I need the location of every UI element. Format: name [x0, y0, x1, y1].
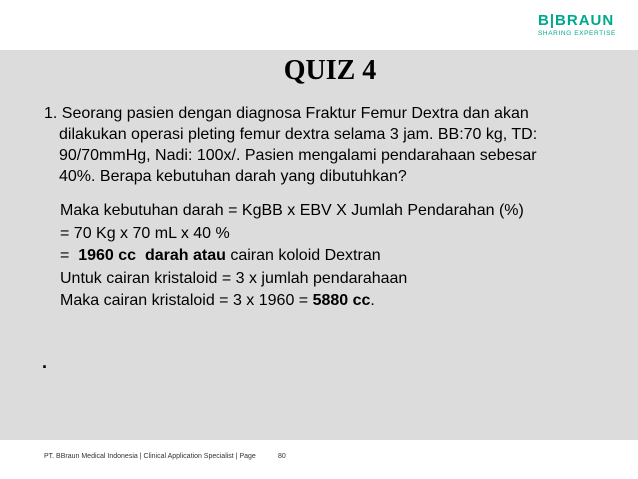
- footer-page-number: 80: [278, 453, 286, 460]
- answer-block: [60, 200, 524, 313]
- answer-line5-suffix: .: [370, 292, 375, 309]
- bullet-dot: .: [42, 352, 48, 372]
- answer-line-crystalloid-result: [60, 290, 524, 313]
- logo-tagline: SHARING EXPERTISE: [538, 30, 616, 37]
- answer-line3-suffix: cairan koloid Dextran: [225, 247, 381, 264]
- question-text: [44, 103, 614, 187]
- answer-line5-prefix: Maka cairan kristaloid = 3 x 1960 =: [60, 292, 313, 309]
- question-line-4: 40%. Berapa kebutuhan darah yang dibutuhkan?: [59, 168, 407, 185]
- answer-line3-bold: 1960 cc darah atau: [78, 247, 226, 264]
- answer-line-calculation: = 70 Kg x 70 mL x 40 %: [60, 224, 230, 242]
- answer-line5-bold: 5880 cc: [312, 292, 371, 309]
- question-line-2: dilakukan operasi pleting femur dextra selama 3 jam. BB:70 kg, TD:: [59, 126, 538, 143]
- question-line-1: 1. Seorang pasien dengan diagnosa Fraktur Femur Dextra dan akan: [44, 105, 529, 122]
- answer-line-formula: Maka kebutuhan darah = KgBB x EBV X Jumlah Pendarahan (%): [60, 202, 524, 219]
- answer-line3-prefix: =: [60, 247, 79, 264]
- bbraun-logo: [538, 12, 616, 37]
- answer-line-crystalloid: Untuk cairan kristaloid = 3 x jumlah pendarahaan: [60, 269, 408, 287]
- answer-line-blood-result: [60, 245, 524, 268]
- slide-title: QUIZ 4: [283, 55, 377, 86]
- footer-text: PT. BBraun Medical Indonesia | Clinical Application Specialist | Page: [44, 453, 256, 460]
- question-line-3: 90/70mmHg, Nadi: 100x/. Pasien mengalami pendarahaan sebesar: [59, 147, 537, 164]
- logo-wordmark: B|BRAUN: [538, 12, 615, 29]
- slide-header: [0, 0, 638, 50]
- slide-footer: [0, 440, 638, 479]
